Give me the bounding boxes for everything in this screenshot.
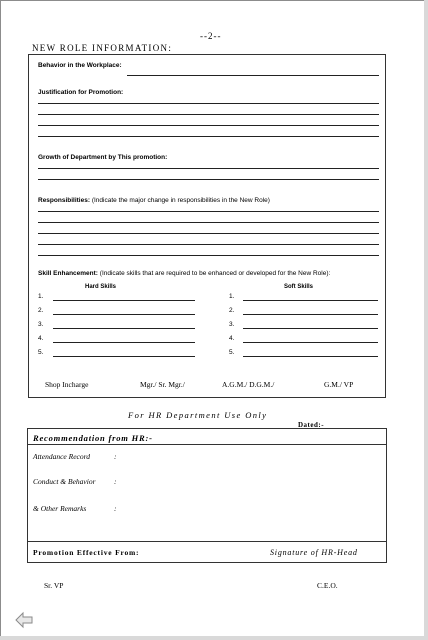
recommendation-divider [28,444,386,445]
soft-skill-line[interactable] [243,356,378,357]
soft-skill-number: 4. [229,335,235,342]
hard-skill-line[interactable] [53,314,195,315]
promotion-effective-label: Promotion Effective From: [33,548,140,557]
recommendation-label: Recommendation from HR:- [33,433,153,443]
attendance-record-label: Attendance Record [33,452,90,461]
justification-label: Justification for Promotion: [38,89,124,96]
responsibilities-line[interactable] [38,211,379,212]
page-number: --2-- [200,31,222,41]
hard-skill-line[interactable] [53,356,195,357]
conduct-colon: : [114,477,117,486]
justification-line[interactable] [38,136,379,137]
responsibilities-title: Responsibilities: [38,197,91,204]
justification-line[interactable] [38,125,379,126]
hard-skill-number: 1. [38,293,44,300]
promotion-divider [28,541,386,542]
growth-label: Growth of Department by This promotion: [38,154,168,161]
signatory-shop-incharge: Shop Incharge [45,380,89,389]
hard-skill-number: 4. [38,335,44,342]
skill-enhancement-title: Skill Enhancement: [38,270,98,277]
skill-enhancement-label [38,270,330,277]
attendance-colon: : [114,452,117,461]
conduct-behavior-label: Conduct & Behavior [33,477,96,486]
soft-skills-heading: Soft Skills [284,284,314,290]
hr-use-box [27,428,387,563]
signatory-gm-vp: G.M./ VP [324,380,354,389]
hard-skills-heading: Hard Skills [85,284,117,290]
soft-skill-line[interactable] [243,314,378,315]
behavior-label: Behavior in the Workplace: [38,62,122,69]
soft-skill-number: 1. [229,293,235,300]
dated-label: Dated:- [298,421,325,429]
responsibilities-line[interactable] [38,244,379,245]
signatory-manager: Mgr./ Sr. Mgr./ [140,380,185,389]
remarks-colon: : [114,504,117,513]
growth-line[interactable] [38,179,379,180]
signatory-sr-vp: Sr. VP [44,581,64,590]
signatory-ceo: C.E.O. [317,581,338,590]
back-arrow-icon[interactable] [14,611,34,629]
responsibilities-line[interactable] [38,233,379,234]
hard-skill-number: 2. [38,307,44,314]
soft-skill-number: 3. [229,321,235,328]
new-role-form-box [28,54,386,398]
skill-enhancement-note: (Indicate skills that are required to be enhanced or developed for the New Role): [99,270,331,277]
soft-skill-number: 5. [229,349,235,356]
section-title: NEW ROLE INFORMATION: [32,43,173,53]
hard-skill-number: 3. [38,321,44,328]
hard-skill-line[interactable] [53,328,195,329]
soft-skill-number: 2. [229,307,235,314]
page-shadow-bottom [0,636,428,640]
growth-line[interactable] [38,168,379,169]
justification-line[interactable] [38,114,379,115]
hard-skill-line[interactable] [53,342,195,343]
page-shadow-right [424,0,428,640]
responsibilities-label [38,197,270,204]
behavior-line[interactable] [127,75,379,76]
signatory-agm-dgm: A.G.M./ D.G.M./ [222,380,275,389]
justification-line[interactable] [38,103,379,104]
responsibilities-note: (Indicate the major change in responsibilities in the New Role) [91,197,270,204]
soft-skill-line[interactable] [243,328,378,329]
responsibilities-line[interactable] [38,222,379,223]
soft-skill-line[interactable] [243,342,378,343]
responsibilities-line[interactable] [38,255,379,256]
hard-skill-line[interactable] [53,300,195,301]
other-remarks-label: & Other Remarks [33,504,87,513]
signature-hr-head-label: Signature of HR-Head [270,548,358,557]
soft-skill-line[interactable] [243,300,378,301]
hard-skill-number: 5. [38,349,44,356]
hr-section-title: For HR Department Use Only [128,410,268,420]
